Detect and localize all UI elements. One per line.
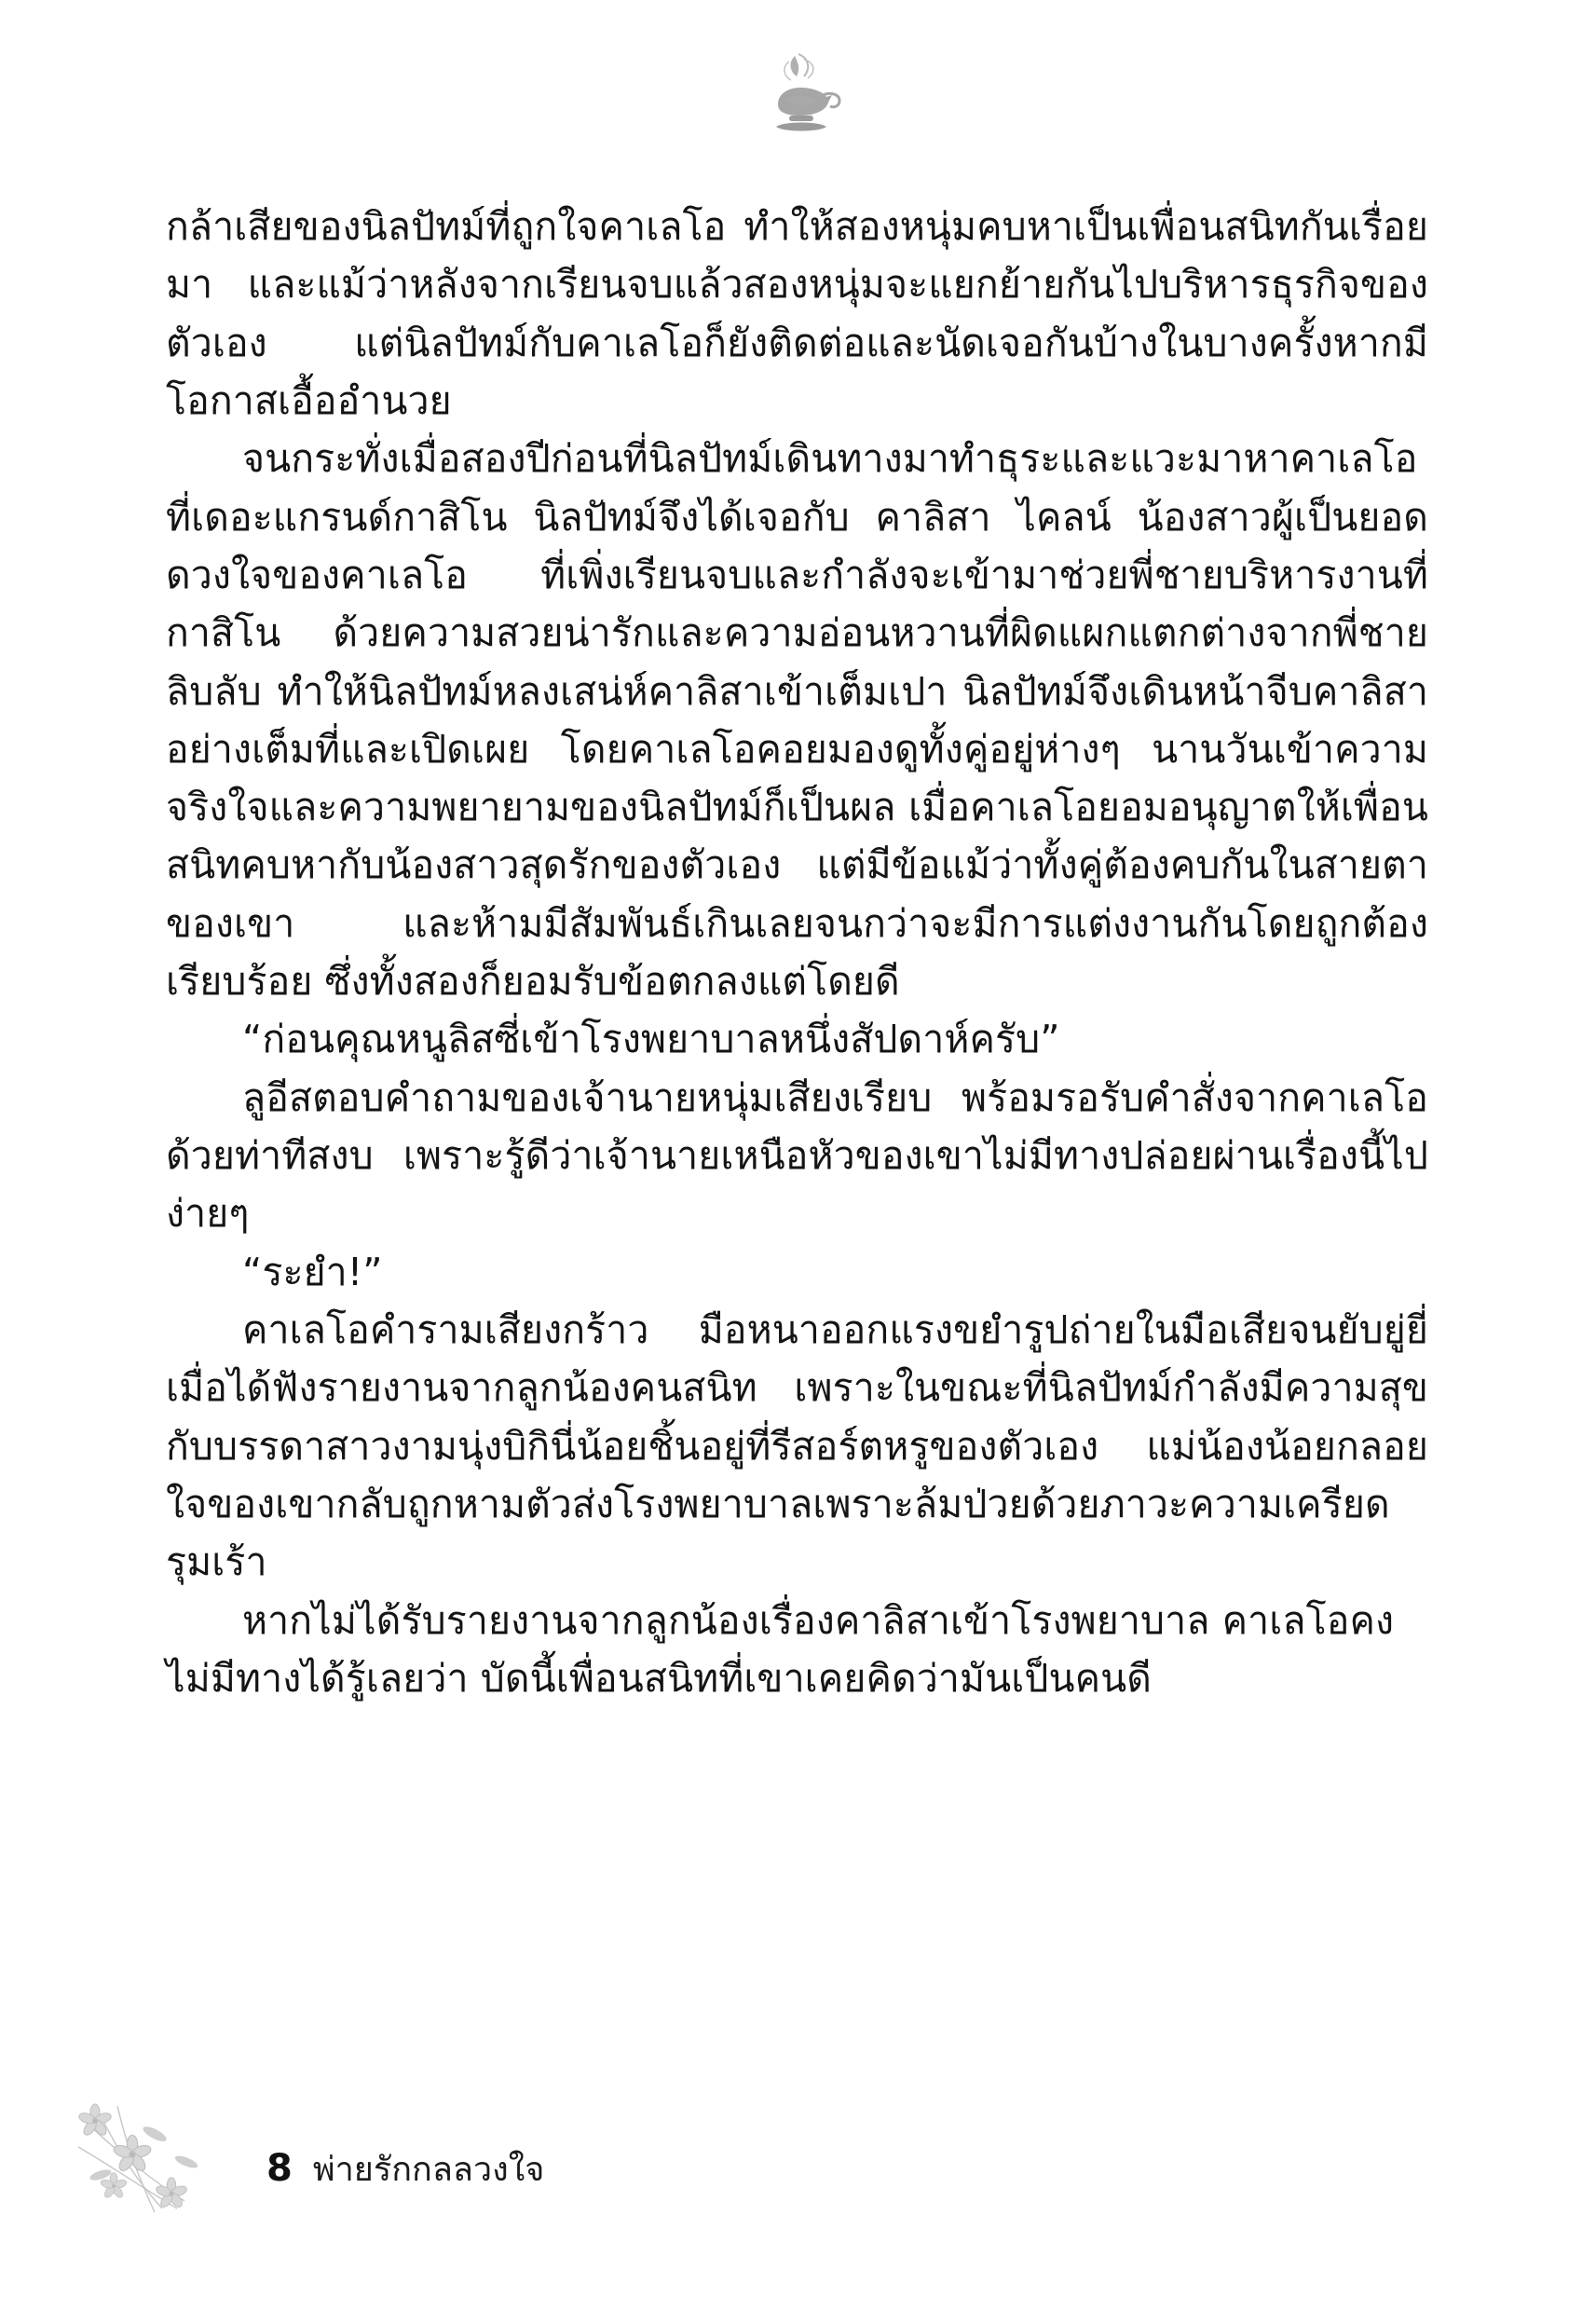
flower-sprig-ornament-icon [73,2097,231,2227]
dialogue-line: “ระยำ!” [242,1249,383,1294]
header-ornament [0,48,1596,151]
paragraph: หากไม่ได้รับรายงานจากลูกน้องเรื่องคาลิสาเข้าโรงพยาบาล คาเลโอคงไม่มีทางได้รู้เลยว่า บัดนี้เพื่อนสนิทที่เขาเคยคิดว่ามันเป็นคนดี [166,1597,1395,1701]
page-footer [0,2100,1596,2231]
paragraph: กล้าเสียของนิลปัทม์ที่ถูกใจคาเลโอ ทำให้สองหนุ่มคบหาเป็นเพื่อนสนิทกันเรื่อยมา และแม้ว่าหลังจากเรียนจบแล้วสองหนุ่มจะแยกย้ายกันไปบริหารธุรกิจของตัวเอง แต่นิลปัทม์กับคาเลโอก็ยังติดต่อและนัดเจอกันบ้างในบางครั้งหากมีโอกาสเอื้ออำนวย [166,204,1428,423]
paragraph: จนกระทั่งเมื่อสองปีก่อนที่นิลปัทม์เดินทางมาทำธุระและแวะมาหาคาเลโอที่เดอะแกรนด์กาสิโน นิลปัทม์จึงได้เจอกับ คาลิสา ไคลน์ น้องสาวผู้เป็นยอดดวงใจของคาเลโอ ที่เพิ่งเรียนจบและกำลังจะเข้ามาช่วยพี่ชายบริหารงานที่กาสิโน ด้วยความสวยน่ารักและความอ่อนหวานที่ผิดแผกแตกต่างจากพี่ชายลิบลับ ทำให้นิลปัทม์หลงเสน่ห์คาลิสาเข้าเต็มเปา นิลปัทม์จึงเดินหน้าจีบคาลิสาอย่างเต็มที่และเปิดเผย โดยคาเลโอคอยมองดูทั้งคู่อยู่ห่างๆ นานวันเข้าความจริงใจและความพยายามของนิลปัทม์ก็เป็นผล เมื่อคาเลโอยอมอนุญาตให้เพื่อนสนิทคบหากับน้องสาวสุดรักของตัวเอง แต่มีข้อแม้ว่าทั้งคู่ต้องคบกันในสายตาของเขา และห้ามมีสัมพันธ์เกินเลยจนกว่าจะมีการแต่งงานกันโดยถูกต้องเรียบร้อย ซึ่งทั้งสองก็ยอมรับข้อตกลงแต่โดยดี [166,436,1428,1005]
page-number: 8 [266,2147,293,2190]
footer-text [266,2142,544,2195]
book-title: พ่ายรักกลลวงใจ [312,2151,545,2189]
paragraph: คาเลโอคำรามเสียงกร้าว มือหนาออกแรงขยำรูปถ่ายในมือเสียจนยับยู่ยี่เมื่อได้ฟังรายงานจากลูกน้องคนสนิท เพราะในขณะที่นิลปัทม์กำลังมีความสุขกับบรรดาสาวงามนุ่งบิกินี่น้อยชิ้นอยู่ที่รีสอร์ตหรูของตัวเอง แม่น้องน้อยกลอยใจของเขากลับถูกหามตัวส่งโรงพยาบาลเพราะล้มป่วยด้วยภาวะความเครียดรุมเร้า [166,1306,1428,1585]
oil-lamp-ornament-icon [743,48,854,142]
dialogue-line: “ก่อนคุณหนูลิสซี่เข้าโรงพยาบาลหนึ่งสัปดาห์ครับ” [242,1017,1060,1062]
page-body [166,198,1428,1707]
paragraph: ลูอีสตอบคำถามของเจ้านายหนุ่มเสียงเรียบ พร้อมรอรับคำสั่งจากคาเลโอด้วยท่าทีสงบ เพราะรู้ดีว่าเจ้านายเหนือหัวของเขาไม่มีทางปล่อยผ่านเรื่องนี้ไปง่ายๆ [166,1074,1428,1237]
